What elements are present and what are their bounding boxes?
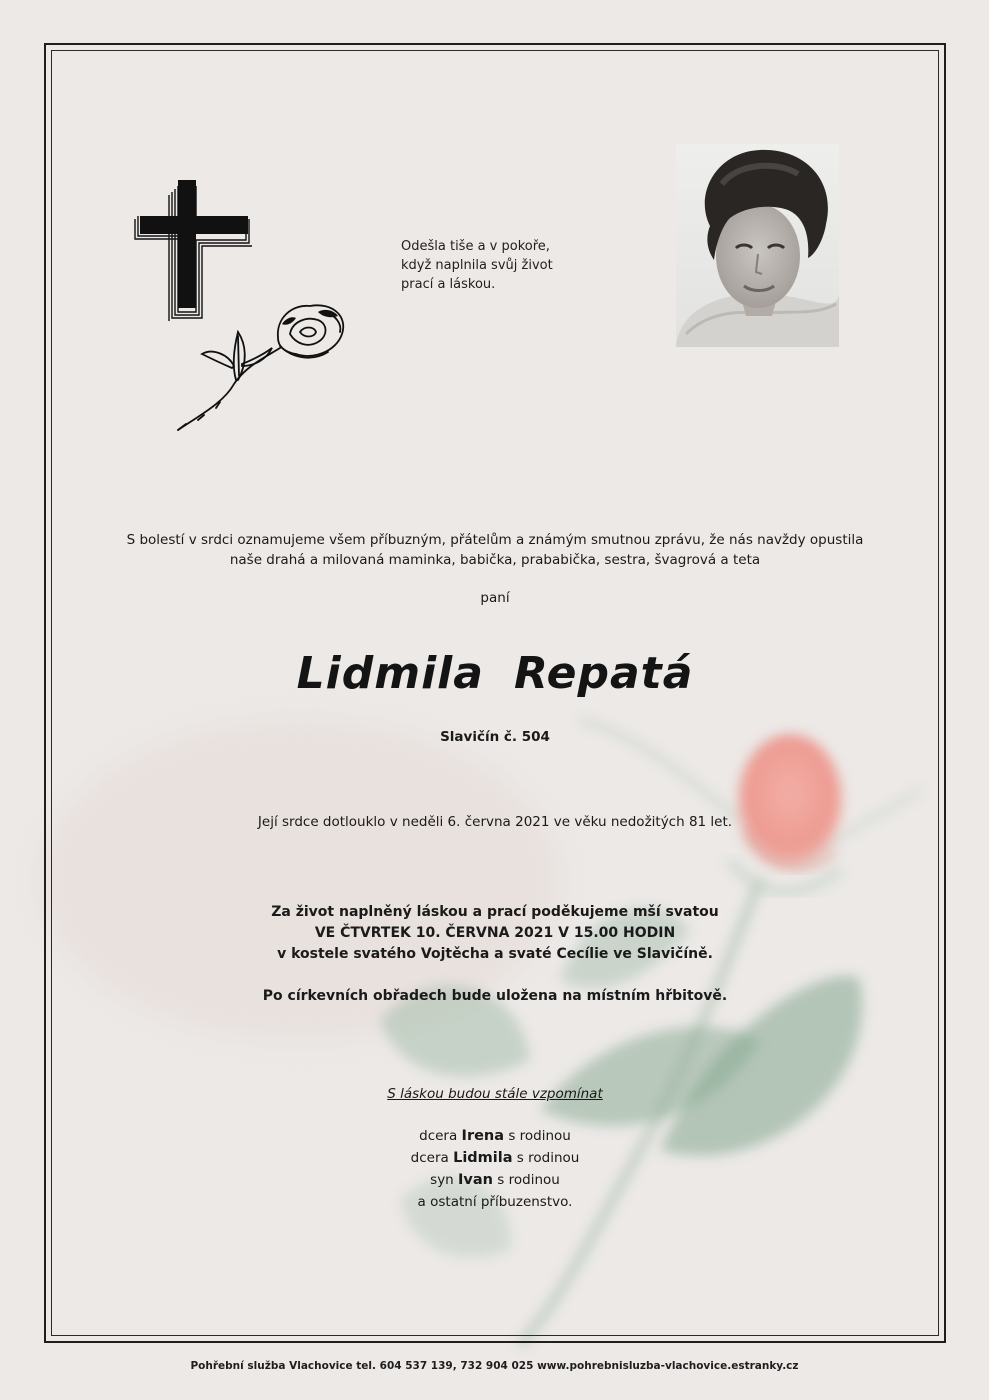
funeral-line: v kostele svatého Vojtěcha a svaté Cecílie ve Slavičíně.: [277, 946, 713, 962]
motto-line: prací a láskou.: [401, 277, 496, 292]
mourner-relation: dcera: [410, 1150, 454, 1166]
mourner-name: Ivan: [458, 1172, 493, 1188]
mourner-name: Lidmila: [453, 1150, 513, 1166]
mourner-name: Irena: [461, 1128, 505, 1144]
announcement-line: S bolestí v srdci oznamujeme všem příbuzným, přátelům a známým smutnou zprávu, že nás navždy opustila: [126, 532, 864, 548]
funeral-line: Za život naplněný láskou a prací poděkujeme mší svatou: [271, 904, 719, 920]
deceased-address: Slavičín č. 504: [440, 729, 550, 745]
salutation: paní: [480, 590, 510, 606]
deceased-name: [60, 648, 930, 699]
motto-line: když naplnila svůj život: [401, 258, 553, 273]
mourner-relation: syn: [430, 1172, 459, 1188]
death-notice: Její srdce dotlouklo v neděli 6. června 2021 ve věku nedožitých 81 let.: [257, 814, 733, 830]
mourner-line: [60, 1125, 930, 1147]
mourner-relation: a ostatní příbuzenstvo.: [417, 1194, 573, 1210]
deceased-last-name: Repatá: [513, 648, 694, 699]
mourner-line: [60, 1169, 930, 1191]
deceased-portrait-photo: [676, 144, 839, 347]
motto-text: [401, 237, 621, 294]
burial-notice: Po církevních obřadech bude uložena na místním hřbitově.: [262, 988, 728, 1004]
mourner-suffix: s rodinou: [512, 1150, 580, 1166]
announcement-line: naše drahá a milovaná maminka, babička, prababička, sestra, švagrová a teta: [229, 552, 761, 568]
mourners-list: [60, 1125, 930, 1213]
mourner-relation: dcera: [419, 1128, 462, 1144]
mourner-suffix: s rodinou: [493, 1172, 560, 1188]
memory-heading: S láskou budou stále vzpomínat: [387, 1086, 603, 1102]
mourner-line: [60, 1191, 930, 1213]
deceased-first-name: Lidmila: [296, 648, 484, 699]
funeral-details: [60, 902, 930, 965]
announcement-text: [60, 530, 930, 570]
funeral-line: VE ČTVRTEK 10. ČERVNA 2021 V 15.00 HODIN: [314, 925, 676, 941]
mourner-line: [60, 1147, 930, 1169]
rose-drawing-icon: [172, 296, 354, 436]
motto-line: Odešla tiše a v pokoře,: [401, 239, 550, 254]
funeral-service-footer: Pohřební služba Vlachovice tel. 604 537 139, 732 904 025 www.pohrebnisluzba-vlachovice.estranky.cz: [190, 1360, 799, 1372]
mourner-suffix: s rodinou: [504, 1128, 571, 1144]
